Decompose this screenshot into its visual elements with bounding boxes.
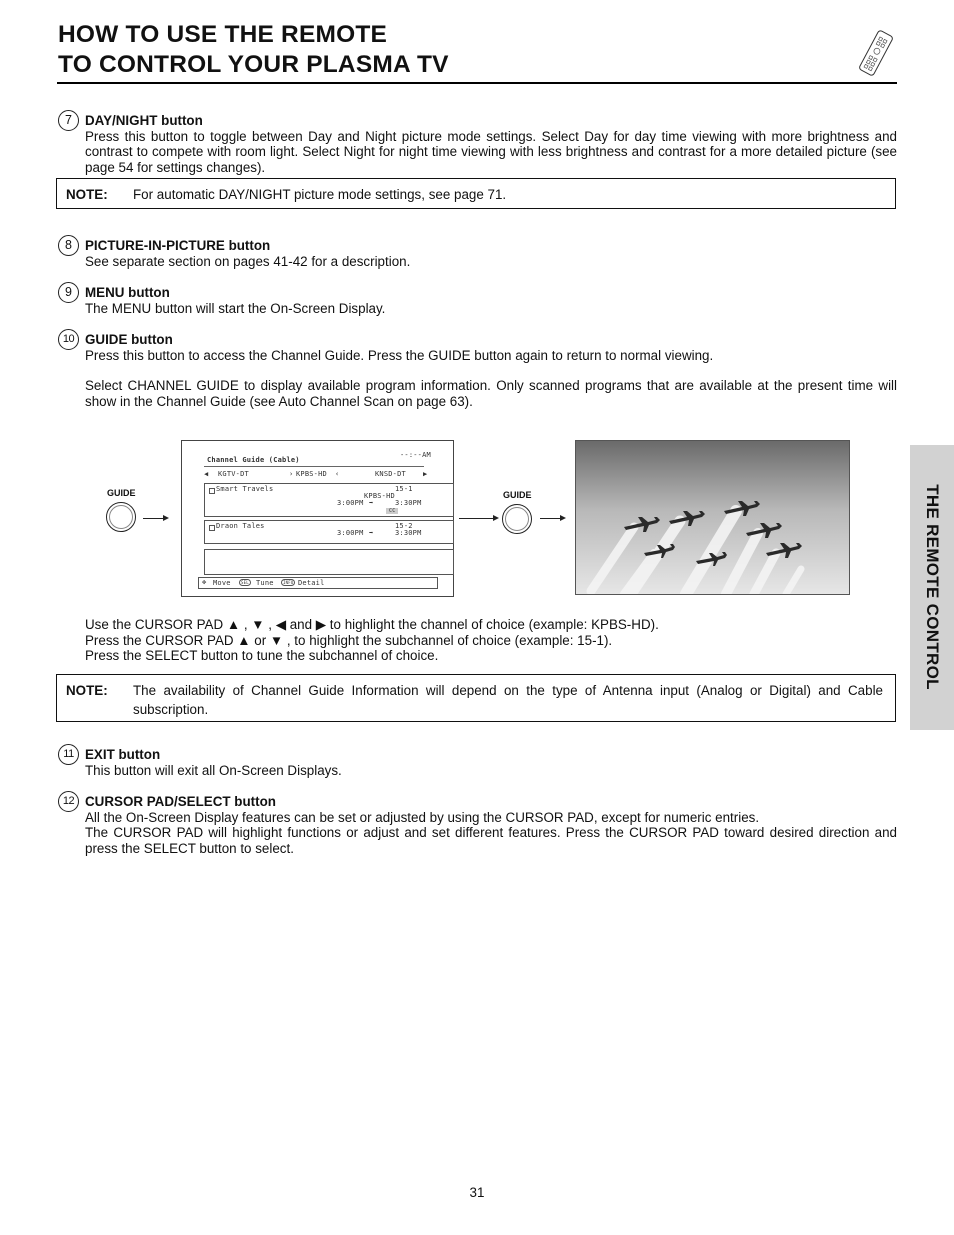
move-icon: ✥ xyxy=(202,578,207,586)
program-subchannel: 15-2 xyxy=(395,522,413,530)
program-name: Smart Travels xyxy=(216,485,274,493)
section-guide xyxy=(85,332,897,410)
note-box-day-night xyxy=(56,178,896,209)
guide-footer xyxy=(198,577,438,589)
section-heading: CURSOR PAD/SELECT button xyxy=(85,794,276,809)
section-heading: EXIT button xyxy=(85,747,161,762)
guide-button-icon xyxy=(502,504,532,534)
item-number-7: 7 xyxy=(58,110,79,131)
guide-screen-title: Channel Guide (Cable) xyxy=(207,456,300,464)
channel-center-marker-icon-2: ‹ xyxy=(335,470,340,478)
section-heading: GUIDE button xyxy=(85,332,173,347)
arrow-right-icon xyxy=(459,518,497,519)
footer-info-badge: INFO xyxy=(283,580,294,585)
program-tag: CC xyxy=(386,508,398,514)
item-number-9: 9 xyxy=(58,282,79,303)
note-label: NOTE: xyxy=(66,683,108,698)
side-tab-label: THE REMOTE CONTROL xyxy=(923,484,942,690)
section-body: Press this button to toggle between Day and Night picture mode settings. Select Day for day time viewing with more brightness and contrast to compete with room light. Select Night for night time viewing with less brightness and contrast for a more detailed picture (see page 54 for settings changes). xyxy=(85,128,897,176)
program-end: 3:30PM xyxy=(395,529,422,537)
note-box-channel-guide xyxy=(56,674,896,722)
guide-clock: --:--AM xyxy=(400,451,431,459)
channel-left-arrow-icon: ◀ xyxy=(204,470,209,478)
program-row-2 xyxy=(204,520,454,544)
item-number-8: 8 xyxy=(58,235,79,256)
program-start: 3:00PM xyxy=(337,499,364,507)
page-title-line-1: HOW TO USE THE REMOTE xyxy=(58,21,388,48)
footer-tune: Tune xyxy=(256,579,274,587)
section-heading: PICTURE-IN-PICTURE button xyxy=(85,238,271,253)
channel-guide-figure xyxy=(0,430,954,610)
section-body: This button will exit all On-Screen Displays. xyxy=(85,762,342,778)
channel-right-arrow-icon: ▶ xyxy=(423,470,428,478)
section-body-2: Select CHANNEL GUIDE to display available program information. Only scanned programs that are available at the present time will show in the Channel Guide (see Auto Channel Scan on page 63). xyxy=(85,378,897,410)
footer-move: Move xyxy=(213,579,231,587)
section-body: See separate section on pages 41-42 for a description. xyxy=(85,253,411,269)
channel-guide-screen xyxy=(181,440,454,597)
program-subchannel: 15-1 xyxy=(395,485,413,493)
program-station: KPBS-HD xyxy=(364,492,395,500)
section-menu xyxy=(85,285,897,316)
section-heading: DAY/NIGHT button xyxy=(85,113,203,128)
channel-left: KGTV-DT xyxy=(218,470,249,478)
note-label: NOTE: xyxy=(66,187,108,202)
section-body: Press this button to access the Channel Guide. Press the GUIDE button again to return to normal viewing. xyxy=(85,347,714,363)
program-start: 3:00PM xyxy=(337,529,364,537)
note-text: The availability of Channel Guide Information will depend on the type of Antenna input (Analog or Digital) and Cable subscription. xyxy=(133,683,883,717)
page-title xyxy=(58,20,449,80)
item-number-12: 12 xyxy=(58,791,79,812)
program-end: 3:30PM xyxy=(395,499,422,507)
page-number: 31 xyxy=(469,1185,485,1200)
note-text: For automatic DAY/NIGHT picture mode settings, see page 71. xyxy=(133,187,507,202)
guide-button-label: GUIDE xyxy=(107,488,136,498)
channel-center: KPBS-HD xyxy=(296,470,327,478)
program-row-1 xyxy=(204,483,454,517)
instruction-line-1: Use the CURSOR PAD ▲ , ▼ , ◀ and ▶ to highlight the channel of choice (example: KPBS-HD). xyxy=(85,617,659,632)
tv-picture-jets-image xyxy=(575,440,850,595)
section-picture-in-picture xyxy=(85,238,897,269)
section-day-night xyxy=(85,113,897,176)
instruction-line-2: Press the CURSOR PAD ▲ or ▼ , to highlight the subchannel of choice (example: 15-1). xyxy=(85,632,613,648)
section-body: All the On-Screen Display features can be set or adjusted by using the CURSOR PAD, except for numeric entries. xyxy=(85,809,760,825)
program-detail-box xyxy=(204,549,454,575)
section-cursor-pad xyxy=(85,794,897,857)
footer-detail: Detail xyxy=(298,579,325,587)
item-number-10: 10 xyxy=(58,329,79,350)
guide-button-icon xyxy=(106,502,136,532)
program-name: Draon Tales xyxy=(216,522,265,530)
section-body: The MENU button will start the On-Screen Display. xyxy=(85,300,386,316)
arrow-right-icon xyxy=(143,518,167,519)
channel-center-marker-icon: › xyxy=(289,470,294,478)
footer-sel-badge: SEL xyxy=(241,580,249,585)
checkbox-icon xyxy=(209,488,215,494)
section-body-2: The CURSOR PAD will highlight functions or adjust and set different features. Press the CURSOR PAD toward desired direction and press the SELECT button to select. xyxy=(85,825,897,857)
instruction-line-3: Press the SELECT button to tune the subchannel of choice. xyxy=(85,648,439,664)
section-exit xyxy=(85,747,897,778)
remote-control-icon xyxy=(856,30,896,76)
section-heading: MENU button xyxy=(85,285,170,300)
program-arrow-icon: ➡ xyxy=(369,529,374,537)
program-arrow-icon: ➡ xyxy=(369,499,374,507)
guide-title-rule xyxy=(204,466,424,467)
channel-right: KNSD-DT xyxy=(375,470,406,478)
checkbox-icon xyxy=(209,525,215,531)
item-number-11: 11 xyxy=(58,744,79,765)
arrow-right-icon xyxy=(540,518,564,519)
page-title-line-2: TO CONTROL YOUR PLASMA TV xyxy=(58,51,449,78)
title-rule xyxy=(57,82,897,84)
cursor-instructions xyxy=(85,617,897,664)
guide-button-label-2: GUIDE xyxy=(503,490,532,500)
